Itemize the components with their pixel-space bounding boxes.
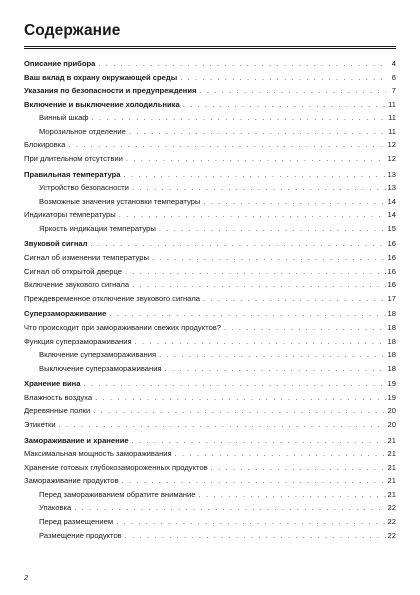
toc-entry-page: 19: [387, 379, 396, 389]
toc-entry-page: 16: [387, 266, 396, 276]
toc-dot-leader: [109, 307, 385, 321]
toc-entry-title: Максимальная мощность замораживания: [24, 449, 172, 459]
toc-entry[interactable]: [24, 404, 396, 418]
toc-entry-page: 21: [387, 435, 396, 445]
toc-entry[interactable]: [24, 461, 396, 475]
toc-entry-page: 14: [387, 196, 396, 206]
toc-entry-page: 11: [388, 99, 396, 109]
toc-entry-page: 13: [387, 183, 396, 193]
toc-dot-leader: [165, 362, 386, 376]
toc-dot-leader: [129, 125, 386, 139]
toc-entry[interactable]: [24, 292, 396, 306]
toc-entry-title: Указания по безопасности и предупреждения: [24, 86, 197, 96]
toc-entry-page: 17: [387, 293, 396, 303]
title-rule-top: [24, 46, 396, 47]
toc-entry-page: 15: [387, 223, 396, 233]
toc-entry[interactable]: [24, 251, 396, 265]
toc-entry[interactable]: [24, 111, 396, 125]
toc-entry-title: Возможные значения установки температуры: [39, 196, 201, 206]
toc-entry[interactable]: [24, 125, 396, 139]
toc-entry-title: Размещение продуктов: [39, 530, 122, 540]
toc-dot-leader: [116, 515, 385, 529]
toc-dot-leader: [198, 488, 385, 502]
toc-entry[interactable]: [24, 237, 396, 251]
toc-entry-title: Блокировка: [24, 140, 66, 150]
toc-dot-leader: [159, 222, 386, 236]
toc-entry-page: 22: [387, 530, 396, 540]
toc-entry-title: Описание прибора: [24, 59, 96, 68]
toc-dot-leader: [126, 152, 386, 166]
toc-entry-page: 11: [388, 126, 396, 136]
toc-entry-page: 20: [387, 419, 396, 429]
toc-entry-page: 18: [387, 363, 396, 373]
toc-entry-title: Хранение вина: [24, 379, 81, 389]
toc-entry-page: 18: [387, 322, 396, 332]
toc-entry-page: 22: [387, 503, 396, 513]
toc-entry[interactable]: [24, 208, 396, 222]
toc-entry-title: Включение суперзамораживания: [39, 350, 157, 360]
toc-entry-page: 18: [387, 336, 396, 346]
toc-entry-page: 21: [387, 489, 396, 499]
toc-entry-title: Сигнал об изменении температуры: [24, 253, 149, 263]
toc-entry-page: 6: [391, 72, 396, 82]
toc-entry-title: Что происходит при замораживании свежих продуктов?: [24, 322, 221, 332]
toc-entry-title: Включение звукового сигнала: [24, 280, 130, 290]
toc-entry[interactable]: [24, 265, 396, 279]
toc-entry-title: Звуковой сигнал: [24, 239, 88, 249]
toc-entry[interactable]: [24, 321, 396, 335]
toc-entry-page: 16: [387, 280, 396, 290]
toc-entry-page: 19: [387, 392, 396, 402]
toc-dot-leader: [83, 377, 385, 391]
toc-dot-leader: [92, 111, 386, 125]
toc-entry[interactable]: [24, 501, 396, 515]
toc-entry-title: Замораживание и хранение: [24, 435, 129, 445]
toc-dot-leader: [203, 292, 386, 306]
toc-entry-title: Перед замораживанием обратите внимание: [39, 489, 196, 499]
toc-entry-title: Винный шкаф: [39, 113, 89, 123]
toc-entry-page: 4: [391, 59, 396, 68]
toc-dot-leader: [199, 84, 386, 98]
toc-dot-leader: [224, 321, 386, 335]
toc-entry-page: 21: [387, 476, 396, 486]
toc-entry-title: При длительном отсутствии: [24, 153, 123, 163]
toc-entry[interactable]: [24, 138, 396, 152]
toc-dot-leader: [122, 474, 386, 488]
toc-entry-page: 16: [387, 253, 396, 263]
toc-entry-page: 7: [391, 86, 396, 96]
toc-entry[interactable]: [24, 278, 396, 292]
toc-dot-leader: [175, 447, 386, 461]
toc-entry[interactable]: [24, 84, 396, 98]
toc-dot-leader: [135, 335, 386, 349]
toc-entry-title: Яркость индикации температуры: [39, 223, 156, 233]
toc-entry-title: Перед размещением: [39, 516, 114, 526]
toc-entry[interactable]: [24, 195, 396, 209]
toc-dot-leader: [95, 391, 385, 405]
toc-dot-leader: [183, 98, 386, 112]
title-rule-bottom: [24, 48, 396, 49]
toc-entry-title: Упаковка: [39, 503, 72, 513]
toc-entry[interactable]: [24, 307, 396, 321]
page-number: 2: [24, 573, 29, 582]
toc-entry-title: Функция суперзамораживания: [24, 336, 132, 346]
toc-entry[interactable]: [24, 377, 396, 391]
table-of-contents: [24, 57, 396, 542]
toc-entry[interactable]: [24, 529, 396, 543]
toc-dot-leader: [93, 404, 385, 418]
toc-entry-title: Устройство безопасности: [39, 183, 129, 193]
toc-entry[interactable]: [24, 98, 396, 112]
toc-entry-title: Выключение суперзамораживания: [39, 363, 162, 373]
toc-dot-leader: [90, 237, 385, 251]
toc-entry-title: Деревянные полки: [24, 406, 91, 416]
toc-dot-leader: [59, 418, 386, 432]
toc-entry[interactable]: [24, 181, 396, 195]
toc-entry-title: Ваш вклад в охрану окружающей среды: [24, 72, 178, 82]
toc-entry-title: Влажность воздуха: [24, 392, 93, 402]
toc-entry[interactable]: [24, 515, 396, 529]
toc-entry-title: Замораживание продуктов: [24, 476, 119, 486]
toc-entry[interactable]: [24, 391, 396, 405]
toc-entry[interactable]: [24, 57, 396, 71]
toc-entry-title: Хранение готовых глубокозамороженных продуктов: [24, 462, 208, 472]
toc-entry[interactable]: [24, 222, 396, 236]
toc-dot-leader: [119, 208, 386, 222]
toc-dot-leader: [125, 265, 386, 279]
toc-entry-page: 20: [387, 406, 396, 416]
toc-entry-page: 11: [388, 113, 396, 123]
toc-dot-leader: [125, 529, 386, 543]
toc-entry[interactable]: [24, 152, 396, 166]
toc-entry[interactable]: [24, 434, 396, 448]
toc-dot-leader: [132, 278, 385, 292]
toc-dot-leader: [124, 168, 386, 182]
toc-dot-leader: [132, 181, 386, 195]
toc-dot-leader: [159, 348, 385, 362]
toc-dot-leader: [68, 138, 385, 152]
toc-entry-page: 22: [387, 516, 396, 526]
toc-dot-leader: [211, 461, 386, 475]
toc-entry[interactable]: [24, 474, 396, 488]
toc-entry-title: Этикетки: [24, 419, 56, 429]
toc-entry-page: 18: [387, 309, 396, 319]
toc-entry-title: Правильная температура: [24, 169, 121, 179]
toc-entry-page: 18: [387, 350, 396, 360]
page-title: Содержание: [24, 22, 121, 39]
toc-entry-page: 14: [387, 210, 396, 220]
toc-dot-leader: [203, 195, 385, 209]
toc-entry-title: Суперзамораживание: [24, 309, 107, 319]
toc-entry-page: 12: [387, 140, 396, 150]
toc-entry-title: Индикаторы температуры: [24, 210, 116, 220]
toc-entry[interactable]: [24, 348, 396, 362]
toc-dot-leader: [74, 501, 385, 515]
toc-entry[interactable]: [24, 447, 396, 461]
toc-entry-title: Морозильное отделение: [39, 126, 126, 136]
toc-entry-page: 16: [387, 239, 396, 249]
toc-dot-leader: [132, 434, 386, 448]
toc-entry[interactable]: [24, 488, 396, 502]
toc-dot-leader: [152, 251, 386, 265]
toc-dot-leader: [180, 71, 386, 85]
toc-entry-page: 21: [387, 462, 396, 472]
toc-dot-leader: [98, 57, 386, 71]
toc-entry[interactable]: [24, 168, 396, 182]
toc-entry-title: Сигнал об открытой дверце: [24, 266, 122, 276]
toc-entry[interactable]: [24, 362, 396, 376]
toc-entry-title: Включение и выключение холодильника: [24, 99, 180, 109]
toc-entry[interactable]: [24, 418, 396, 432]
toc-entry-title: Преждевременное отключение звукового сигнала: [24, 293, 201, 303]
toc-entry-page: 21: [387, 449, 396, 459]
toc-entry-page: 12: [387, 153, 396, 163]
toc-entry[interactable]: [24, 335, 396, 349]
toc-entry[interactable]: [24, 71, 396, 85]
toc-entry-page: 13: [387, 169, 396, 179]
